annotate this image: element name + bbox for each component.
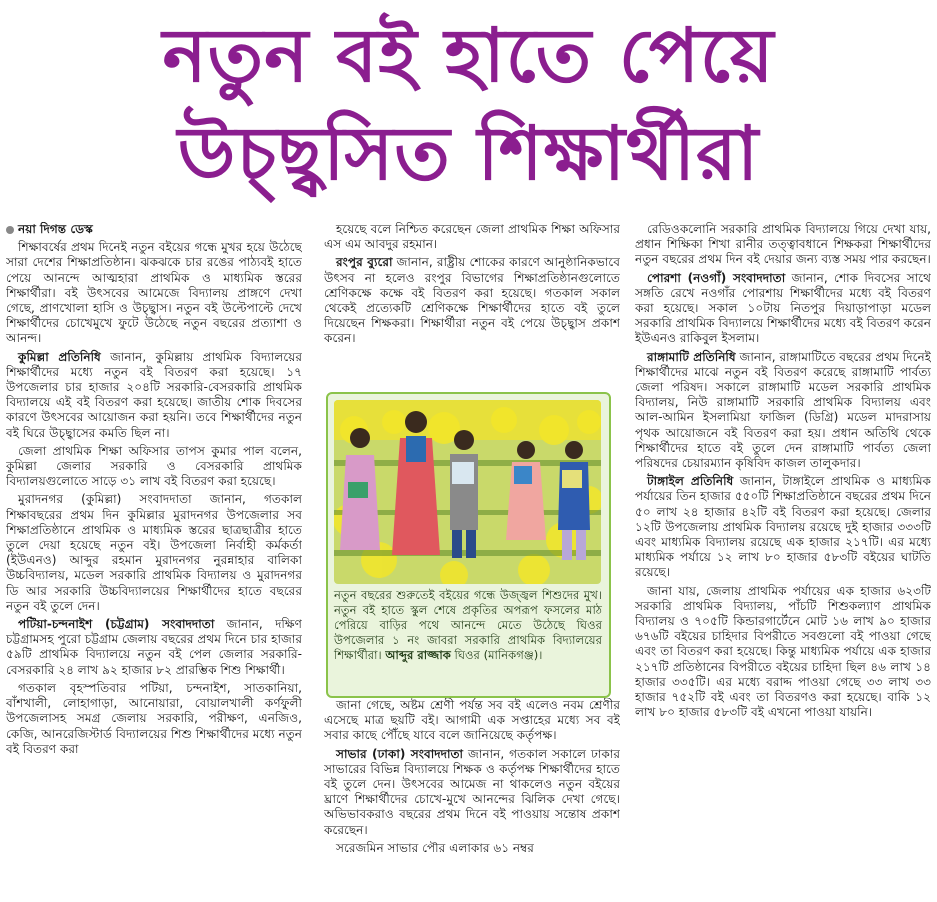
correspondent-label: রংপুর ব্যুরো: [336, 255, 393, 270]
correspondent-label: সাভার (ঢাকা) সংবাদদাতা: [336, 746, 464, 761]
photo-credit-place: ঘিওর (মানিকগঞ্জ)।: [450, 648, 543, 662]
headline-line-2: উচ্ছ্বসিত শিক্ষার্থীরা: [177, 111, 760, 197]
paragraph: জেলা প্রাথমিক শিক্ষা অফিসার তাপস কুমার পাল বলেন, কুমিল্লা জেলার সরকারি ও বেসরকারি প্রাথমিক বিদ্যালয়গুলোতে সাড়ে ৩১ লাখ বই বিতরণ করা হয়েছে।: [6, 443, 302, 489]
paragraph-text: জানান, দক্ষিণ চট্টগ্রামসহ পুরো চট্টগ্রাম জেলায় বছরের প্রথম দিনে চার হাজার ৫৯টি প্রাথমিক বিদ্যালয়ে নতুন বই পেল জেলার সরকারি-বেসরকারি ২৪ লাখ ৯২ হাজার ৮২ প্রারম্ভিক শিশু শিক্ষার্থী।: [6, 617, 302, 677]
paragraph-text: জানান, শোক দিবসের সাথে সঙ্গতি রেখে নওগাঁর পোরশায় শিক্ষার্থীদের মধ্যে বই বিতরণ করা হয়েছে। সকাল ১০টায় নিতপুর দিয়াড়াপাড়া মডেল সরকারি প্রাথমিক বিদ্যালয়ে শিক্ষার্থীদের মধ্যে বই বিতরণ করেন ইউএনও রাকিবুল ইসলাম।: [635, 270, 931, 346]
paragraph: গতকাল বৃহস্পতিবার পটিয়া, চন্দনাইশ, সাতকানিয়া, বাঁশখালী, লোহাগাড়া, আনোয়ারা, বোয়ালখালী কর্ণফুলী উপজেলাসহ সমগ্র জেলায় সরকারি, পরীক্ষণ, এনজিও, কেজি, আনরেজিস্টার্ড বিদ্যালয়ের শিশু শিক্ষার্থীদের মধ্যে নতুন বই বিতরণ করা: [6, 680, 302, 756]
paragraph-text: জানান, রাঙ্গামাটিতে বছরের প্রথম দিনেই শিক্ষার্থীদের মাঝে নতুন বই বিতরণ করেছে রাঙ্গামাটি পার্বত্য জেলা পরিষদ। সকালে রাঙ্গামাটি মডেল সরকারি প্রাথমিক বিদ্যালয়, নিউ রাঙ্গামাটি সরকারি প্রাথমিক বিদ্যালয় এবং আল-আমিন ইসলামিয়া ফাজিল (ডিগ্রি) মডেল মাদরাসায় পৃথক আয়োজনে বই বিতরণ করা হয়। প্রধান অতিথি থেকে শিক্ষার্থীদের হাতে বই তুলে দেন রাঙ্গামাটি পার্বত্য জেলা পরিষদের চেয়ারম্যান কৃষিবিদ কাজল তালুকদার।: [635, 349, 931, 471]
correspondent-label: টাঙ্গাইল প্রতিনিধি: [647, 474, 734, 489]
paragraph: সরেজমিন সাভার পৌর এলাকার ৬১ নম্বর: [336, 840, 534, 855]
photo-caption: [334, 588, 602, 663]
paragraph: [635, 271, 931, 347]
paragraph: [324, 747, 620, 838]
paragraph: শিক্ষাবর্ষের প্রথম দিনেই নতুন বইয়ের গন্ধে মুখর হয়ে উঠেছে সারা দেশের শিক্ষাপ্রতিষ্ঠান। ঝকঝকে চার রঙের পাঠ্যবই হাতে পেয়ে আনন্দে আত্মহারা প্রাথমিক ও মাধ্যমিক স্তরের শিক্ষার্থীরা। বই উৎসবের আমেজে বিদ্যালয় প্রাঙ্গণে দেখা গেছে, প্রাণখোলা হাসি ও উচ্ছ্বাস। নতুন বই উল্টেপাল্টে দেখে শিক্ষার্থীদের চোখেমুখে ফুটে উঠেছে নতুন বছরের প্রত্যাশা ও আনন্দ।: [6, 240, 302, 346]
photo-credit: আব্দুর রাজ্জাক: [385, 648, 451, 662]
paragraph: জানা যায়, জেলায় প্রাথমিক পর্যায়ের এক হাজার ৬২৩টি সরকারি প্রাথমিক বিদ্যালয়, পাঁচটি শিশুকল্যাণ প্রাথমিক বিদ্যালয় ও ৭০৫টি কিন্ডারগার্টেনে মোট ১৬ লাখ ৯০ হাজার ৬৭৬টি বইয়ের চাহিদার বিপরীতে সবগুলো বই পাওয়া গেছে এবং তা বিতরণ করা হয়েছে। কিন্তু মাধ্যমিক পর্যায়ে এক হাজার ২১৭টি প্রতিষ্ঠানের বিপরীতে বইয়ের চাহিদা ছিল ৪৬ লাখ ১৪ হাজার ৩৩৫টি। এর মধ্যে বরাদ্দ পাওয়া গেছে ৩৩ লাখ ৩৩ হাজার ৭৫২টি বই এবং তা বিতরণও করা হয়েছে। বাকি ১২ লাখ ৮০ হাজার ৫৮৩টি বই এখনো পাওয়া যায়নি।: [635, 583, 931, 720]
paragraph: জানা গেছে, অষ্টম শ্রেণী পর্যন্ত সব বই এলেও নবম শ্রেণীর এসেছে মাত্র ছয়টি বই। আগামী এক সপ্তাহের মধ্যে সব বই সবার কাছে পৌঁছে যাবে বলে জানিয়েছে কর্তৃপক্ষ।: [324, 698, 620, 743]
photo-box: [326, 392, 611, 698]
paragraph-text: জানান, টাঙ্গাইলে প্রাথমিক ও মাধ্যমিক পর্যায়ের তিন হাজার ৫৫০টি শিক্ষাপ্রতিষ্ঠানে বছরের প্রথম দিনে ৫০ লাখ ২৪ হাজার ৪২টি বই বিতরণ করা হয়েছে। জেলার ১২টি উপজেলায় প্রাথমিক বিদ্যালয় রয়েছে দুই হাজার ৩৩৩টি এবং মাধ্যমিক বিদ্যালয় রয়েছে এক হাজার ২১৭টি। এর মধ্যে মাধ্যমিক পর্যায়ে ১২ লাখ ৮০ হাজার ৫৮৩টি বইয়ের ঘাটতি রয়েছে।: [635, 474, 931, 580]
paragraph: [6, 617, 302, 678]
paragraph: রেডিওকলোনি সরকারি প্রাথমিক বিদ্যালয়ে গিয়ে দেখা যায়, প্রধান শিক্ষিকা শিখা রানীর তত্ত্বাবধানে শিক্ষকরা শিক্ষার্থীদের নতুন বছরের প্রথম দিন বই দেয়ার জন্য ব্যস্ত সময় পার করছেন।: [635, 222, 931, 267]
desk-label: নয়া দিগন্ত ডেস্ক: [18, 222, 93, 236]
paragraph: [6, 350, 302, 441]
desk-byline: [6, 222, 302, 237]
paragraph: [635, 474, 931, 580]
correspondent-label: রাঙ্গামাটি প্রতিনিধি: [647, 349, 736, 364]
children-with-books-photo: [334, 400, 601, 584]
caption-text: নতুন বছরের শুরুতেই বইয়ের গন্ধে উজ্জ্বল শিশুদের মুখ। নতুন বই হাতে স্কুল শেষে প্রকৃতির অপরূপ ফসলের মাঠ পেরিয়ে বাড়ির পথে আনন্দে মেতে উঠেছে ঘিওর উপজেলার ১ নং জাবরা সরকারি প্রাথমিক বিদ্যালয়ের শিক্ষার্থীরা।: [334, 588, 602, 662]
paragraph: [324, 255, 620, 346]
headline-line-1: নতুন বই হাতে পেয়ে: [162, 13, 775, 99]
paragraph-text: জানান, রাষ্ট্রীয় শোকের কারণে আনুষ্ঠানিকভাবে উৎসব না হলেও রংপুর বিভাগের শিক্ষাপ্রতিষ্ঠানগুলোতে শ্রেণিকক্ষে কক্ষে বই বিতরণ করা হয়েছে। গতকাল সকাল থেকেই প্রত্যেকটি শ্রেণিকক্ষে শিক্ষার্থীদের হাতে বই তুলে দিয়েছেন শিক্ষকরা। শিক্ষার্থীরা নতুন বই পেয়ে উচ্ছ্বাস প্রকাশ করেন।: [324, 255, 620, 346]
paragraph: মুরাদনগর (কুমিল্লা) সংবাদদাতা জানান, গতকাল শিক্ষাবছরের প্রথম দিন কুমিল্লার মুরাদনগর উপজেলার সব শিক্ষাপ্রতিষ্ঠানে প্রাথমিক ও মাধ্যমিক স্তরের ছাত্রছাত্রীর হাতে তুলে দেয়া হয়েছে নতুন বই। উপজেলা নির্বাহী কর্মকর্তা (ইউএনও) আব্দুর রহমান মুরাদনগর নুরন্নাহার বালিকা উচ্চবিদ্যালয়, মডেল সরকারি প্রাথমিক বিদ্যালয় ও মুরাদনগর ডি আর সরকারি উচ্চবিদ্যালয়ের শিক্ষার্থীদের হাতে বছরের নতুন বই তুলে দেন।: [6, 492, 302, 613]
correspondent-label: কুমিল্লা প্রতিনিধি: [18, 349, 101, 364]
paragraph: হয়েছে বলে নিশ্চিত করেছেন জেলা প্রাথমিক শিক্ষা অফিসার এস এম আবদুর রহমান।: [324, 222, 620, 252]
article-column-2-top: [324, 222, 620, 387]
bullet-icon: [6, 226, 14, 234]
article-column-2-bottom: [324, 698, 620, 894]
paragraph: [635, 350, 931, 472]
correspondent-label: পটিয়া-চন্দনাইশ (চট্টগ্রাম) সংবাদদাতা: [18, 617, 215, 632]
paragraph-text: জানান, গতকাল সকালে ঢাকার সাভারের বিভিন্ন বিদ্যালয়ে শিক্ষক ও কর্তৃপক্ষ শিক্ষার্থীদের হাতে বই তুলে দেন। উৎসবের আমেজ না থাকলেও নতুন বইয়ের ঘ্রাণে শিক্ষার্থীদের চোখে-মুখে আনন্দের ঝিলিক দেখা গেছে। অভিভাবকরাও বছরের প্রথম দিনে বই পাওয়ায় সন্তোষ প্রকাশ করেছেন।: [324, 746, 620, 837]
article-column-1: [6, 222, 302, 894]
correspondent-label: পোরশা (নওগাঁ) সংবাদদাতা: [647, 270, 786, 285]
paragraph-text: জানান, কুমিল্লায় প্রাথমিক বিদ্যালয়ের শিক্ষার্থীদের মধ্যে নতুন বই বিতরণ করা হয়েছে। ১৭ উপজেলার চার হাজার ২০৪টি সরকারি-বেসরকারি প্রাথমিক বিদ্যালয়ে এই বই বিতরণ করা হয়েছে। জাতীয় শোক দিবসের কারণে উৎসবের আয়োজন করা হয়নি। তবে শিক্ষার্থীদের নতুন বই ঘিরে উচ্ছ্বাসের কমতি ছিল না।: [6, 349, 302, 440]
article-column-3: [635, 222, 931, 894]
